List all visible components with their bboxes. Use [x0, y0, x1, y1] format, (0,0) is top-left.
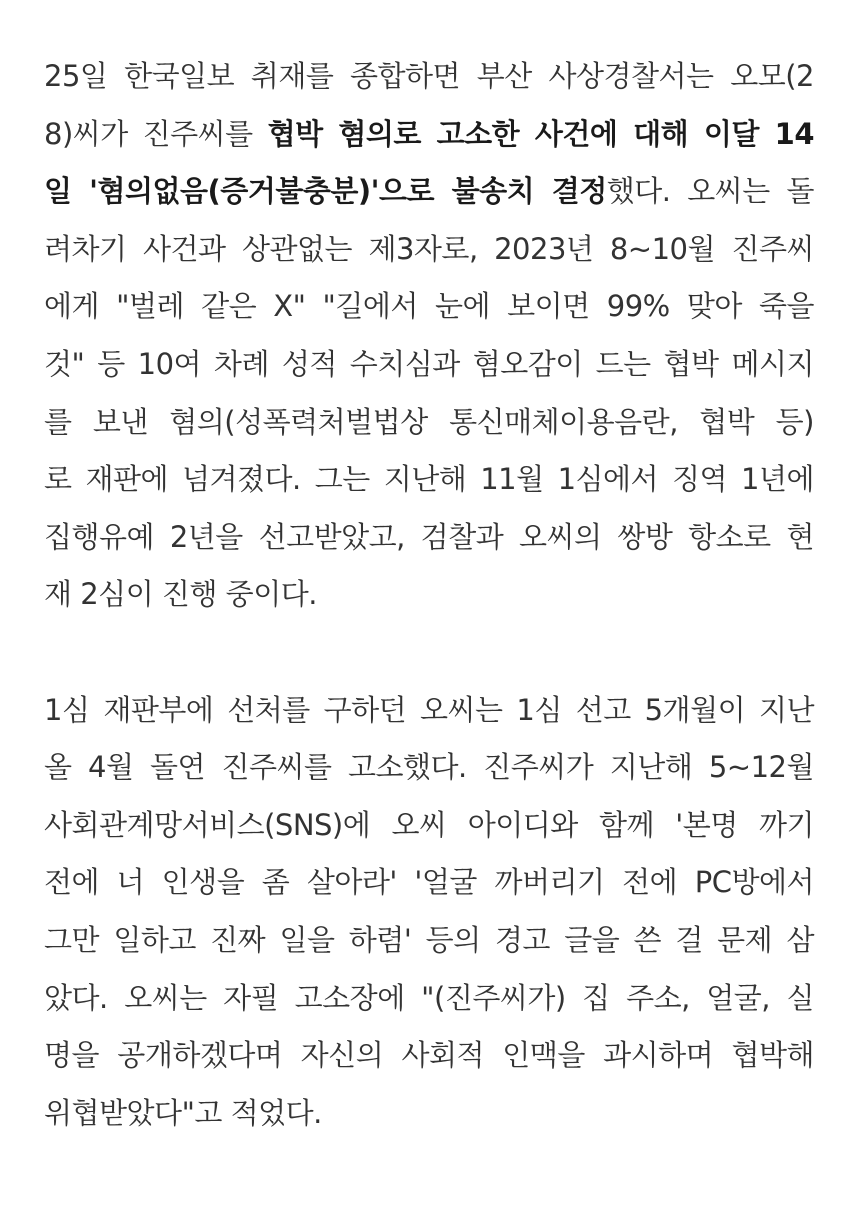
text-line [44, 48, 814, 106]
paragraph-gap [44, 624, 814, 682]
text-line [44, 1085, 814, 1143]
article-paragraph [44, 48, 814, 624]
text-segment: 를 보낸 혐의(성폭력처벌법상 통신매체이용음란, 협박 등) [44, 404, 814, 439]
bold-text-segment: 협박 혐의로 고소한 사건에 대해 이달 14 [267, 116, 814, 151]
text-line [44, 509, 814, 567]
text-line [44, 221, 814, 279]
text-segment: 1심 재판부에 선처를 구하던 오씨는 1심 선고 5개월이 지난 [44, 692, 814, 727]
text-line [44, 278, 814, 336]
text-segment: 집행유예 2년을 선고받았고, 검찰과 오씨의 쌍방 항소로 현 [44, 519, 814, 554]
text-segment: 25일 한국일보 취재를 종합하면 부산 사상경찰서는 오모(2 [44, 59, 814, 93]
text-line [44, 1027, 814, 1085]
text-line [44, 566, 814, 624]
text-segment: 에게 "벌레 같은 X" "길에서 눈에 보이면 99% 맞아 죽을 [44, 289, 814, 324]
text-segment: 그만 일하고 진짜 일을 하렴' 등의 경고 글을 쓴 걸 문제 삼 [44, 922, 814, 957]
text-segment: 로 재판에 넘겨졌다. 그는 지난해 11월 1심에서 징역 1년에 [44, 462, 814, 497]
text-segment: 했다. 오씨는 돌 [606, 174, 814, 209]
text-segment: 전에 너 인생을 좀 살아라' '얼굴 까버리기 전에 PC방에서 [44, 865, 814, 900]
text-segment: 것" 등 10여 차례 성적 수치심과 혐오감이 드는 협박 메시지 [44, 346, 814, 381]
article-paragraph [44, 682, 814, 1143]
bold-text-segment: 일 '혐의없음(증거불충분)'으로 불송치 결정 [44, 174, 607, 209]
text-line [44, 682, 814, 740]
text-line [44, 163, 814, 221]
text-line [44, 970, 814, 1028]
text-line [44, 451, 814, 509]
text-line [44, 912, 814, 970]
text-line [44, 394, 814, 452]
text-segment: 재 2심이 진행 중이다. [44, 577, 317, 612]
text-line [44, 854, 814, 912]
text-segment: 명을 공개하겠다며 자신의 사회적 인맥을 과시하며 협박해 [44, 1038, 814, 1073]
article-body [44, 48, 814, 1142]
text-segment: 려차기 사건과 상관없는 제3자로, 2023년 8~10월 진주씨 [44, 231, 814, 266]
text-segment: 사회관계망서비스(SNS)에 오씨 아이디와 함께 '본명 까기 [44, 807, 814, 842]
text-segment: 올 4월 돌연 진주씨를 고소했다. 진주씨가 지난해 5~12월 [44, 750, 814, 785]
text-line [44, 797, 814, 855]
text-line [44, 739, 814, 797]
text-line [44, 106, 814, 164]
text-segment: 았다. 오씨는 자필 고소장에 "(진주씨가) 집 주소, 얼굴, 실 [44, 980, 814, 1015]
text-segment: 8)씨가 진주씨를 [44, 116, 268, 151]
text-line [44, 336, 814, 394]
text-segment: 위협받았다"고 적었다. [44, 1095, 322, 1130]
